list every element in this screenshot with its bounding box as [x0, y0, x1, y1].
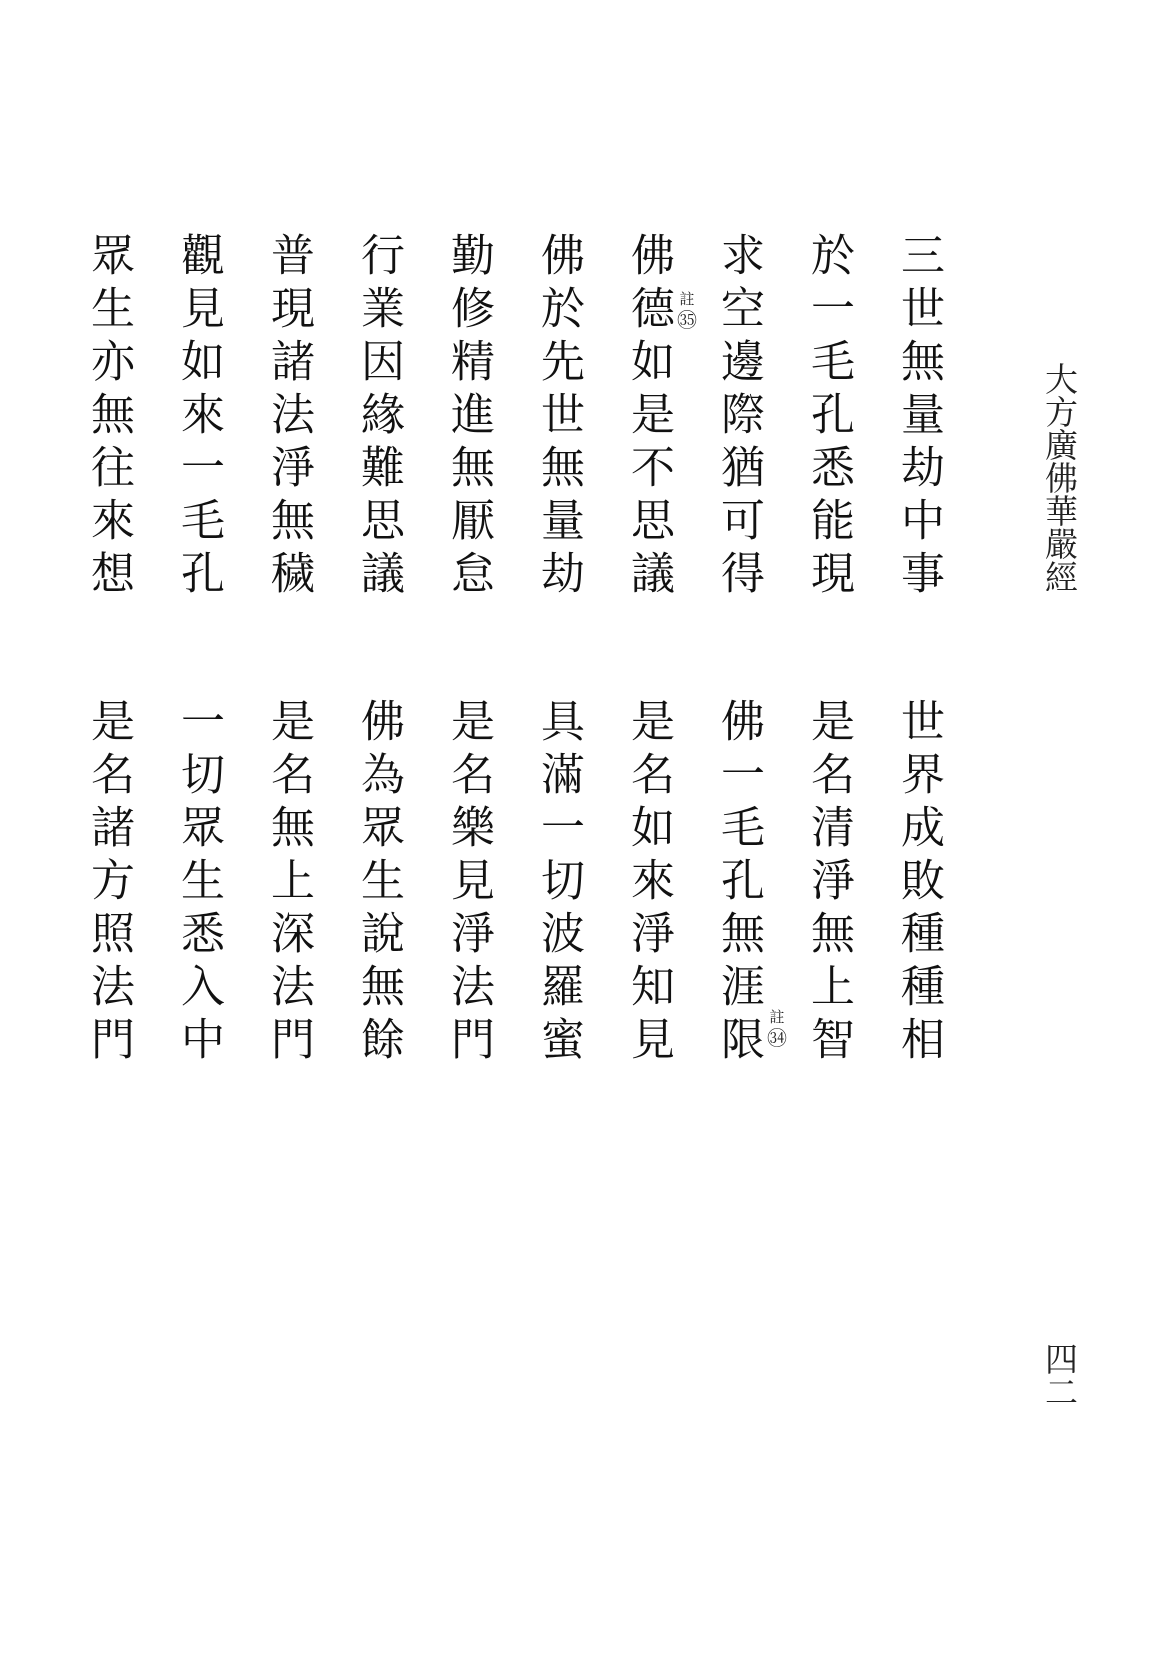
- note-34-number: ㉞: [767, 1026, 787, 1050]
- lower-verse-2: 是名清淨無上智: [803, 698, 854, 1069]
- book-title: 大方廣佛華嚴經: [1040, 362, 1079, 593]
- page-number: 四二: [1040, 1342, 1079, 1408]
- upper-verse-6: 勤修精進無厭怠: [443, 232, 494, 603]
- note-35-label: 註: [679, 290, 695, 308]
- lower-verse-5: 具滿一切波羅蜜: [533, 698, 584, 1069]
- upper-verse-3: 求空邊際猶可得: [713, 232, 764, 603]
- upper-verse-4: 佛德如是不思議: [623, 232, 674, 603]
- annotation-note-35: [675, 290, 699, 332]
- upper-verse-1: 三世無量劫中事: [893, 232, 944, 603]
- lower-verse-3: 佛一毛孔無涯限: [713, 698, 764, 1069]
- lower-verse-7: 佛為眾生說無餘: [353, 698, 404, 1069]
- lower-verse-9: 一切眾生悉入中: [173, 698, 224, 1069]
- upper-verse-2: 於一毛孔悉能現: [803, 232, 854, 603]
- upper-verse-7: 行業因緣難思議: [353, 232, 404, 603]
- lower-verse-10: 是名諸方照法門: [83, 698, 134, 1069]
- lower-verse-8: 是名無上深法門: [263, 698, 314, 1069]
- note-35-number: ㉟: [677, 308, 697, 332]
- annotation-note-34: [765, 1008, 789, 1050]
- upper-verse-10: 眾生亦無往來想: [83, 232, 134, 603]
- upper-verse-5: 佛於先世無量劫: [533, 232, 584, 603]
- note-34-label: 註: [769, 1008, 785, 1026]
- lower-verse-6: 是名樂見淨法門: [443, 698, 494, 1069]
- lower-verse-4: 是名如來淨知見: [623, 698, 674, 1069]
- upper-verse-9: 觀見如來一毛孔: [173, 232, 224, 603]
- lower-verse-1: 世界成敗種種相: [893, 698, 944, 1069]
- upper-verse-8: 普現諸法淨無穢: [263, 232, 314, 603]
